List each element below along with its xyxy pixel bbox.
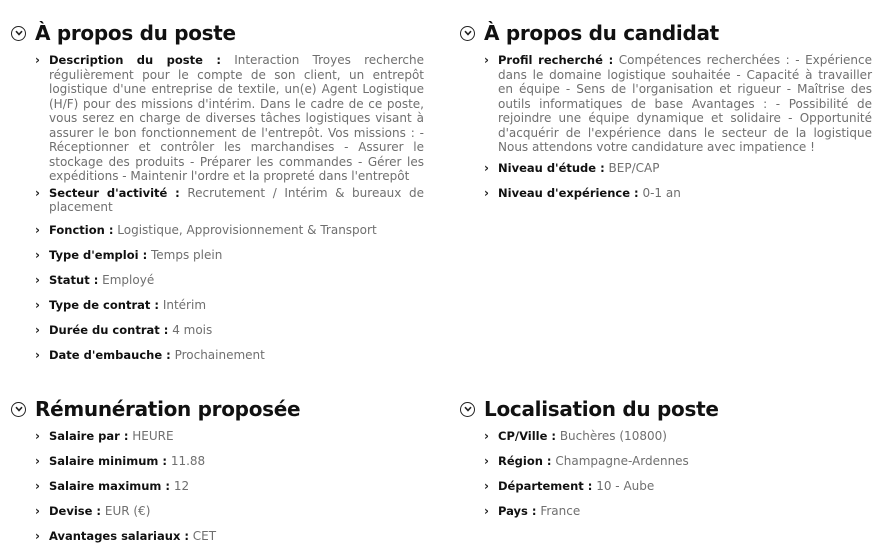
chevron-down-circle-icon[interactable] bbox=[460, 26, 475, 41]
detail-value: 4 mois bbox=[172, 322, 213, 337]
detail-devise bbox=[35, 504, 424, 519]
detail-label: Département : bbox=[498, 479, 593, 493]
chevron-down-circle-icon[interactable] bbox=[11, 26, 26, 41]
detail-label: Salaire minimum : bbox=[49, 454, 167, 468]
detail-value: 11.88 bbox=[170, 454, 206, 468]
detail-label: Région : bbox=[498, 454, 552, 468]
section-candidat-header[interactable] bbox=[460, 21, 872, 45]
detail-label: Niveau d'expérience : bbox=[498, 185, 639, 200]
detail-avantages bbox=[35, 529, 424, 544]
chevron-right-icon: › bbox=[35, 322, 40, 337]
detail-profil bbox=[484, 53, 872, 155]
detail-value: Logistique, Approvisionnement & Transport bbox=[117, 222, 377, 237]
detail-value: Champagne-Ardennes bbox=[555, 454, 689, 468]
chevron-right-icon: › bbox=[484, 160, 489, 175]
detail-value: HEURE bbox=[132, 429, 174, 443]
chevron-right-icon: › bbox=[35, 297, 40, 312]
detail-value: EUR (€) bbox=[104, 504, 151, 518]
detail-label: Profil recherché : bbox=[498, 53, 614, 67]
section-poste bbox=[11, 21, 424, 373]
chevron-right-icon: › bbox=[484, 479, 489, 493]
section-localisation bbox=[460, 397, 872, 529]
chevron-right-icon: › bbox=[35, 222, 40, 237]
detail-value: Recrutement / Intérim & bureaux de placement bbox=[49, 185, 424, 214]
detail-label: Salaire maximum : bbox=[49, 479, 171, 493]
section-title: À propos du candidat bbox=[484, 21, 719, 45]
chevron-right-icon: › bbox=[35, 247, 40, 262]
section-remuneration-header[interactable] bbox=[11, 397, 424, 421]
detail-label: Devise : bbox=[49, 504, 102, 518]
detail-salaire-par bbox=[35, 429, 424, 444]
detail-label: Date d'embauche : bbox=[49, 347, 171, 362]
detail-secteur bbox=[35, 186, 424, 215]
detail-value: 10 - Aube bbox=[596, 479, 655, 493]
chevron-down-circle-icon[interactable] bbox=[460, 402, 475, 417]
detail-value: France bbox=[540, 504, 581, 518]
section-localisation-header[interactable] bbox=[460, 397, 872, 421]
detail-value: Interaction Troyes recherche régulièrement pour le compte de son client, un entrepôt logistique d'une entreprise de textile, un(e) Agent Logistique (H/F) pour des missions d'intérim. Dans le cadre de ce poste, vous serez en charge de diverses tâches logistiques visant à assurer le bon fonctionnement de l'entrepôt. Vos missions : - Réceptionner et contrôler les marchandises - Assurer le stockage des produits - Préparer les commandes - Gérer les expéditions - Maintenir l'ordre et la propreté dans l'entrepôt bbox=[49, 53, 424, 183]
detail-region bbox=[484, 454, 872, 469]
detail-label: Salaire par : bbox=[49, 429, 129, 443]
detail-value: 12 bbox=[173, 479, 190, 493]
detail-niveau-etude bbox=[484, 161, 872, 176]
detail-label: Pays : bbox=[498, 504, 537, 518]
chevron-right-icon: › bbox=[484, 454, 489, 468]
detail-label: Niveau d'étude : bbox=[498, 160, 605, 175]
detail-label: Statut : bbox=[49, 272, 99, 287]
chevron-right-icon: › bbox=[35, 529, 40, 543]
chevron-right-icon: › bbox=[484, 429, 489, 443]
detail-statut bbox=[35, 273, 424, 288]
detail-label: Secteur d'activité : bbox=[49, 185, 180, 200]
section-title: À propos du poste bbox=[35, 21, 236, 45]
detail-fonction bbox=[35, 223, 424, 238]
detail-cp-ville bbox=[484, 429, 872, 444]
section-remuneration bbox=[11, 397, 424, 544]
section-title: Rémunération proposée bbox=[35, 397, 301, 421]
chevron-right-icon: › bbox=[484, 504, 489, 518]
detail-type-contrat bbox=[35, 298, 424, 313]
detail-value: BEP/CAP bbox=[608, 160, 660, 175]
section-poste-header[interactable] bbox=[11, 21, 424, 45]
detail-date-embauche bbox=[35, 348, 424, 363]
detail-departement bbox=[484, 479, 872, 494]
detail-label: Durée du contrat : bbox=[49, 322, 169, 337]
chevron-right-icon: › bbox=[35, 272, 40, 287]
detail-duree-contrat bbox=[35, 323, 424, 338]
chevron-right-icon: › bbox=[484, 53, 489, 67]
detail-value: Employé bbox=[102, 272, 155, 287]
detail-label: Fonction : bbox=[49, 222, 114, 237]
chevron-right-icon: › bbox=[484, 185, 489, 200]
chevron-right-icon: › bbox=[35, 347, 40, 362]
detail-salaire-maximum bbox=[35, 479, 424, 494]
detail-description bbox=[35, 53, 424, 184]
detail-label: Type d'emploi : bbox=[49, 247, 148, 262]
section-title: Localisation du poste bbox=[484, 397, 719, 421]
chevron-right-icon: › bbox=[35, 504, 40, 518]
detail-type-emploi bbox=[35, 248, 424, 263]
detail-value: Prochainement bbox=[174, 347, 265, 362]
detail-label: CP/Ville : bbox=[498, 429, 556, 443]
detail-label: Type de contrat : bbox=[49, 297, 159, 312]
detail-label: Avantages salariaux : bbox=[49, 529, 189, 543]
detail-value: 0-1 an bbox=[642, 185, 681, 200]
detail-salaire-minimum bbox=[35, 454, 424, 469]
detail-pays bbox=[484, 504, 872, 519]
section-candidat bbox=[460, 21, 872, 211]
detail-niveau-experience bbox=[484, 186, 872, 201]
chevron-down-circle-icon[interactable] bbox=[11, 402, 26, 417]
detail-value: Temps plein bbox=[151, 247, 223, 262]
chevron-right-icon: › bbox=[35, 454, 40, 468]
detail-label: Description du poste : bbox=[49, 53, 221, 67]
detail-value: Intérim bbox=[162, 297, 207, 312]
detail-value: Buchères (10800) bbox=[559, 429, 667, 443]
chevron-right-icon: › bbox=[35, 185, 40, 200]
chevron-right-icon: › bbox=[35, 479, 40, 493]
detail-value: CET bbox=[192, 529, 217, 543]
detail-value: Compétences recherchées : - Expérience dans le domaine logistique souhaitée - Capacité à travailler en équipe - Sens de l'organisation et rigueur - Maîtrise des outils informatiques de base Avantages : - Possibilité de rejoindre une équipe dynamique et solidaire - Opportunité d'acquérir de l'expérience dans le secteur de la logistique Nous attendons votre candidature avec impatience ! bbox=[498, 53, 872, 154]
chevron-right-icon: › bbox=[35, 53, 40, 67]
chevron-right-icon: › bbox=[35, 429, 40, 443]
